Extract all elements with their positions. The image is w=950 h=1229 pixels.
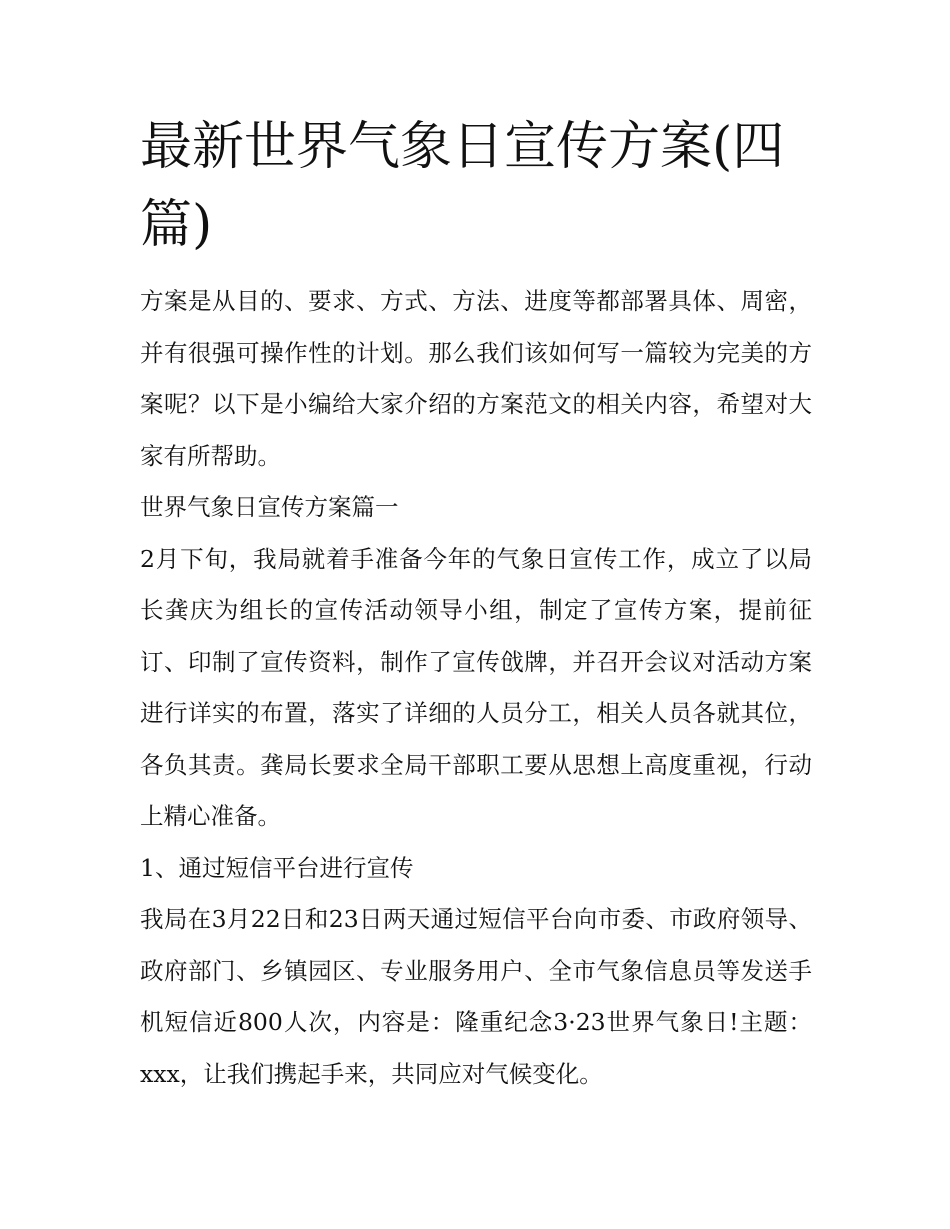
section-heading: 世界气象日宣传方案篇一 [140, 493, 399, 521]
intro-paragraph: 方案是从目的、要求、方式、方法、进度等都部署具体、周密，并有很强可操作性的计划。那么我们该如何写一篇较为完美的方案呢？以下是小编给大家介绍的方案范文的相关内容，希望对大家有所帮助。 [140, 287, 812, 470]
document-body [140, 276, 812, 1100]
body-paragraph: 2月下旬，我局就着手准备今年的气象日宣传工作，成立了以局长龚庆为组长的宣传活动领导小组，制定了宣传方案，提前征订、印制了宣传资料，制作了宣传戗牌，并召开会议对活动方案进行详实的布置，落实了详细的人员分工，相关人员各就其位，各负其责。龚局长要求全局干部职工要从思想上高度重视，行动上精心准备。 [140, 544, 812, 830]
document-title: 最新世界气象日宣传方案(四篇) [140, 117, 785, 255]
subsection-heading: 1、通过短信平台进行宣传 [140, 853, 414, 882]
body-paragraph: 我局在3月22日和23日两天通过短信平台向市委、市政府领导、政府部门、乡镇园区、专业服务用户、全市气象信息员等发送手机短信近800人次，内容是：隆重纪念3·23世界气象日!主题：xxx，让我们携起手来，共同应对气候变化。 [140, 905, 812, 1088]
